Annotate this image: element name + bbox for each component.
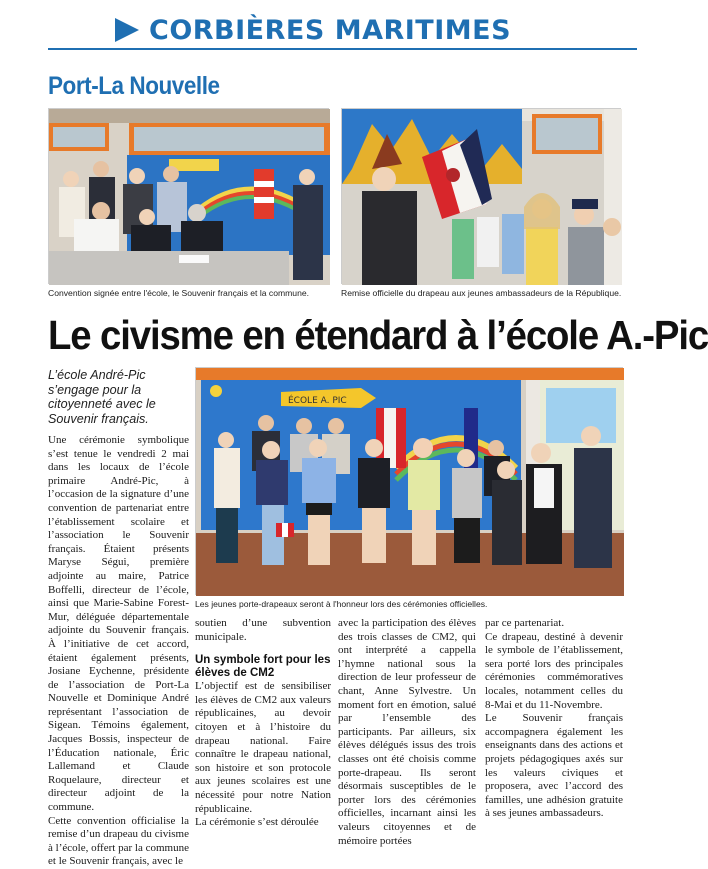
article-column-1 [48,434,189,869]
paragraph: soutien d’une subvention municipale. [195,617,331,643]
photo-flag-handover [341,108,621,284]
locality-title: Port-La Nouvelle [48,72,220,100]
paragraph: avec la participation des élèves des trois classes de CM2, qui ont interprété a cappella l’hymne national sous la direction de leur professeur de chant, Anne Sylvestre. Un moment fort en émotion, salué par l’ensemble des participants. Par ailleurs, six élèves délégués issus des trois classes ont été choisis comme porte-drapeau. Ils seront désormais susceptibles de le porter lors des cérémonies officielles, incarnant ainsi les valeurs citoyennes et de mémoire portées [338,617,476,847]
article-headline: Le civisme en étendard à l’école A.-Pic [48,312,708,358]
photo-flag-bearers-image [196,368,624,596]
paragraph: L’objectif est de sensibiliser les élèves de CM2 aux valeurs républicaines, au devoir citoyen et à l’histoire du drapeau national. Faire connaître le drapeau national, son histoire et son protocole aux jeunes scolaires est une nécessité pour notre Nation républicaine. [195,680,331,815]
caption-convention-signing: Convention signée entre l'école, le Souvenir français et la commune. [48,288,310,298]
article-column-4 [485,617,623,821]
photo-flag-handover-image [342,109,622,285]
article-column-3 [338,617,476,848]
paragraph: Ce drapeau, destiné à devenir le symbole de l’établissement, sera porté lors des principales cérémonies commémoratives locales, notamment celles du 8-Mai et du 11-Novembre. [485,630,623,711]
article-column-2 [195,617,331,830]
photo-flag-bearers [195,367,623,595]
section-rubric [115,14,511,46]
rubric-divider [48,48,637,50]
section-title: CORBIÈRES MARITIMES [149,14,512,46]
article-subheading: Un symbole fort pour les élèves de CM2 [195,654,331,680]
caption-flag-bearers: Les jeunes porte-drapeaux seront à l'honneur lors des cérémonies officielles. [195,599,488,609]
wall-painted-text: ÉCOLE A. PIC [288,396,347,406]
article-lead: L’école André-Pic s’engage pour la citoyenneté avec le Souvenir français. [48,368,156,426]
right-triangle-arrow-icon [115,18,139,42]
paragraph: Le Souvenir français accompagnera également les enseignants dans des actions et projets pédagogiques axés sur les valeurs civiques et proposera, avec l’accord des familles, une adhésion gratuite à ses jeunes ambassadeurs. [485,712,623,820]
photo-convention-signing [48,108,329,284]
paragraph: La cérémonie s’est déroulée [195,816,319,829]
paragraph: Une cérémonie symbolique s’est tenue le vendredi 2 mai dans les locaux de l’école primaire André-Pic, à l’occasion de la signature d’une convention de partenariat entre l’établissement scolaire et l’association le Souvenir français. Étaient présents Maryse Ségui, première adjointe au maire, Patrice Boffelli, directeur de l’école, ainsi que Marie-Sabine Forest-Mur, déléguée départementale adjointe du Souvenir français. À l’initiative de cet accord, étaient également présents, Josiane Eychenne, présidente de l’association de Port-La Nouvelle et Dominique André représentant l’association de Sigean. Témoins également, Jacques Bossis, inspecteur de l’Éducation nationale, Éric Lallemand et Claude Roquelaure, directeur et directeur adjoint de la commune. [48,434,189,814]
caption-flag-handover: Remise officielle du drapeau aux jeunes ambassadeurs de la République. [341,288,622,298]
paragraph: par ce partenariat. [485,617,565,629]
paragraph: Cette convention officialise la remise d’un drapeau du civisme à l’école, offert par la commune et le Souvenir français, avec le [48,814,189,868]
photo-convention-signing-image [49,109,330,285]
